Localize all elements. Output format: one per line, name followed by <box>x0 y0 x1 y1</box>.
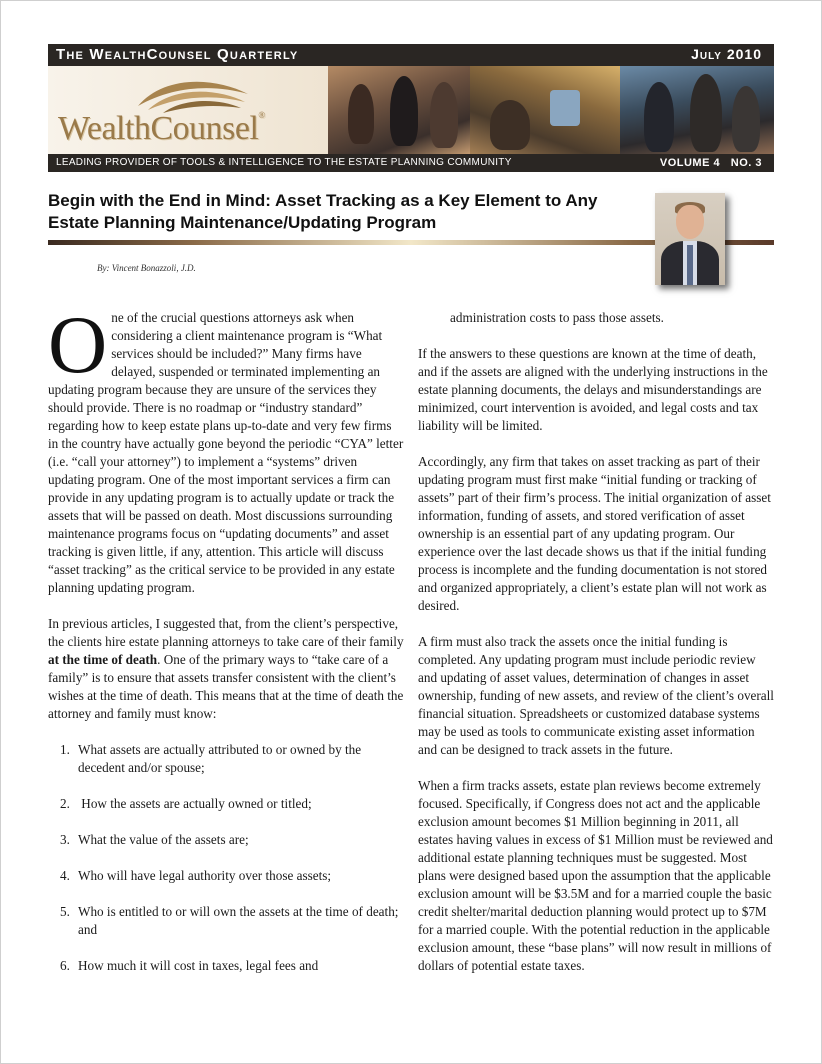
questions-list <box>48 741 404 975</box>
list-item <box>48 795 404 813</box>
paragraph-track-assets: A firm must also track the assets once the initial funding is completed. Any updating program must include periodic review and updating of asset values, determination of changes in asset ownership, funding of new assets, and review of the client’s overall financial situation. Spreadsheets or customized database systems may be used as tools to communicate existing asset information and can be designed to track assets in the future. <box>418 634 774 757</box>
list-item <box>48 957 404 975</box>
list-number: 6. <box>60 958 70 973</box>
banner-photo-meeting <box>328 66 470 154</box>
masthead-top-bar <box>48 44 774 66</box>
masthead-bottom-bar <box>48 154 774 172</box>
dropcap: O <box>48 299 108 390</box>
list-continuation: administration costs to pass those assets. <box>450 310 664 325</box>
masthead <box>48 44 774 174</box>
list-text: What the value of the assets are; <box>78 832 249 847</box>
newsletter-title: The WealthCounsel Quarterly <box>56 46 299 63</box>
list-item <box>48 831 404 849</box>
list-text: Who will have legal authority over those assets; <box>78 868 332 883</box>
emphasis-time-of-death: at the time of death <box>48 652 158 667</box>
left-column <box>48 299 404 993</box>
paragraph-text: In previous articles, I suggested that, from the client’s perspective, the clients hire estate planning attorneys to take care of their family <box>48 616 404 649</box>
volume-number: VOLUME 4 NO. 3 <box>659 157 762 169</box>
paragraph-answers: If the answers to these questions are known at the time of death, and if the assets are aligned with the underlying instructions in the estate planning documents, the delays and misunderstandings are minimized, court intervention is avoided, and legal costs and tax liability will be limited. <box>418 346 768 433</box>
banner-photo-team <box>620 66 774 154</box>
list-text: Who is entitled to or will own the assets at the time of death; and <box>78 904 399 937</box>
paragraph-plan-reviews: When a firm tracks assets, estate plan reviews become extremely focused. Specifically, if Congress does not act and the applicable exclusion amount becomes $1 Million beginning in 2011, all estates having values in excess of $1 Million must be reviewed and additional estate planning techniques must be suggested. Most plans were designed based upon the assumption that the applicable exclusion amount will be $3.5M and for a married couple the basic credit shelter/marital deduction planning would protect up to $7M for a married couple. With the potential reduction in the applicable exclusion amount, these “base plans” will now result in millions of dollars of potential estate taxes. <box>418 778 773 973</box>
intro-text: ne of the crucial questions attorneys ask when considering a client maintenance program is “What services should be included?” Many firms have delayed, suspended or terminated implementing an updating program because they are unsure of the services they should provide. There is no roadmap or “industry standard” regarding how to keep estate plans up-to-date and very few firms in the country have actually gone beyond the periodic “CYA” letter (i.e. “call your attorney”) to implement a “systems” driven updating program. One of the most important services a firm can provide in any updating program is to actually update or track the assets that will be passed on death. Most discussions surrounding maintenance programs focus on “updating documents” and asset tracking is given little, if any, attention. This article will discuss “asset tracking” as the critical service to be provided in any estate planning updating program. <box>48 310 404 595</box>
list-number: 2. <box>60 796 70 811</box>
issue-date: July 2010 <box>691 46 762 62</box>
article-headline: Begin with the End in Mind: Asset Tracking as a Key Element to Any Estate Planning Maintenance/Updating Program <box>48 191 598 232</box>
list-number: 1. <box>60 742 70 757</box>
list-text: How much it will cost in taxes, legal fees and <box>78 958 319 973</box>
list-item <box>48 903 404 939</box>
list-number: 3. <box>60 832 70 847</box>
wealthcounsel-logo <box>58 110 265 148</box>
list-number: 5. <box>60 904 70 919</box>
list-item <box>48 741 404 777</box>
list-number: 4. <box>60 868 70 883</box>
logo-registered-mark: ® <box>258 110 265 120</box>
list-text: How the assets are actually owned or titled; <box>78 796 312 811</box>
masthead-banner <box>48 66 774 154</box>
paragraph-previous-articles <box>48 615 404 723</box>
paragraph-initial-funding: Accordingly, any firm that takes on asset tracking as part of their updating program must first make “initial funding or tracking of assets” part of their firm’s process. The initial organization of asset information, funding of assets, and stored verification of asset ownership is an essential part of any updating program. Our experience over the last decade shows us that if the initial funding process is incomplete and the funding documentation is not stored and organized appropriately, a client’s estate plan will not work as desired. <box>418 454 771 613</box>
author-photo <box>655 193 725 285</box>
intro-paragraph <box>48 299 404 597</box>
right-column <box>418 309 774 993</box>
tagline: LEADING PROVIDER OF TOOLS & INTELLIGENCE TO THE ESTATE PLANNING COMMUNITY <box>56 157 512 168</box>
list-text: What assets are actually attributed to or owned by the decedent and/or spouse; <box>78 742 362 775</box>
logo-wordmark: WealthCounsel <box>58 110 259 147</box>
logo-area <box>48 66 328 154</box>
byline: By: Vincent Bonazzoli, J.D. <box>97 263 196 273</box>
list-item <box>48 867 404 885</box>
banner-photo-conference <box>470 66 620 154</box>
paragraph-text: . One of the primary ways to “take care of a family” is to ensure that assets transfer consistent with the client’s wishes at the time of death. This means that at the time of death the attorney and family must know: <box>48 652 404 721</box>
